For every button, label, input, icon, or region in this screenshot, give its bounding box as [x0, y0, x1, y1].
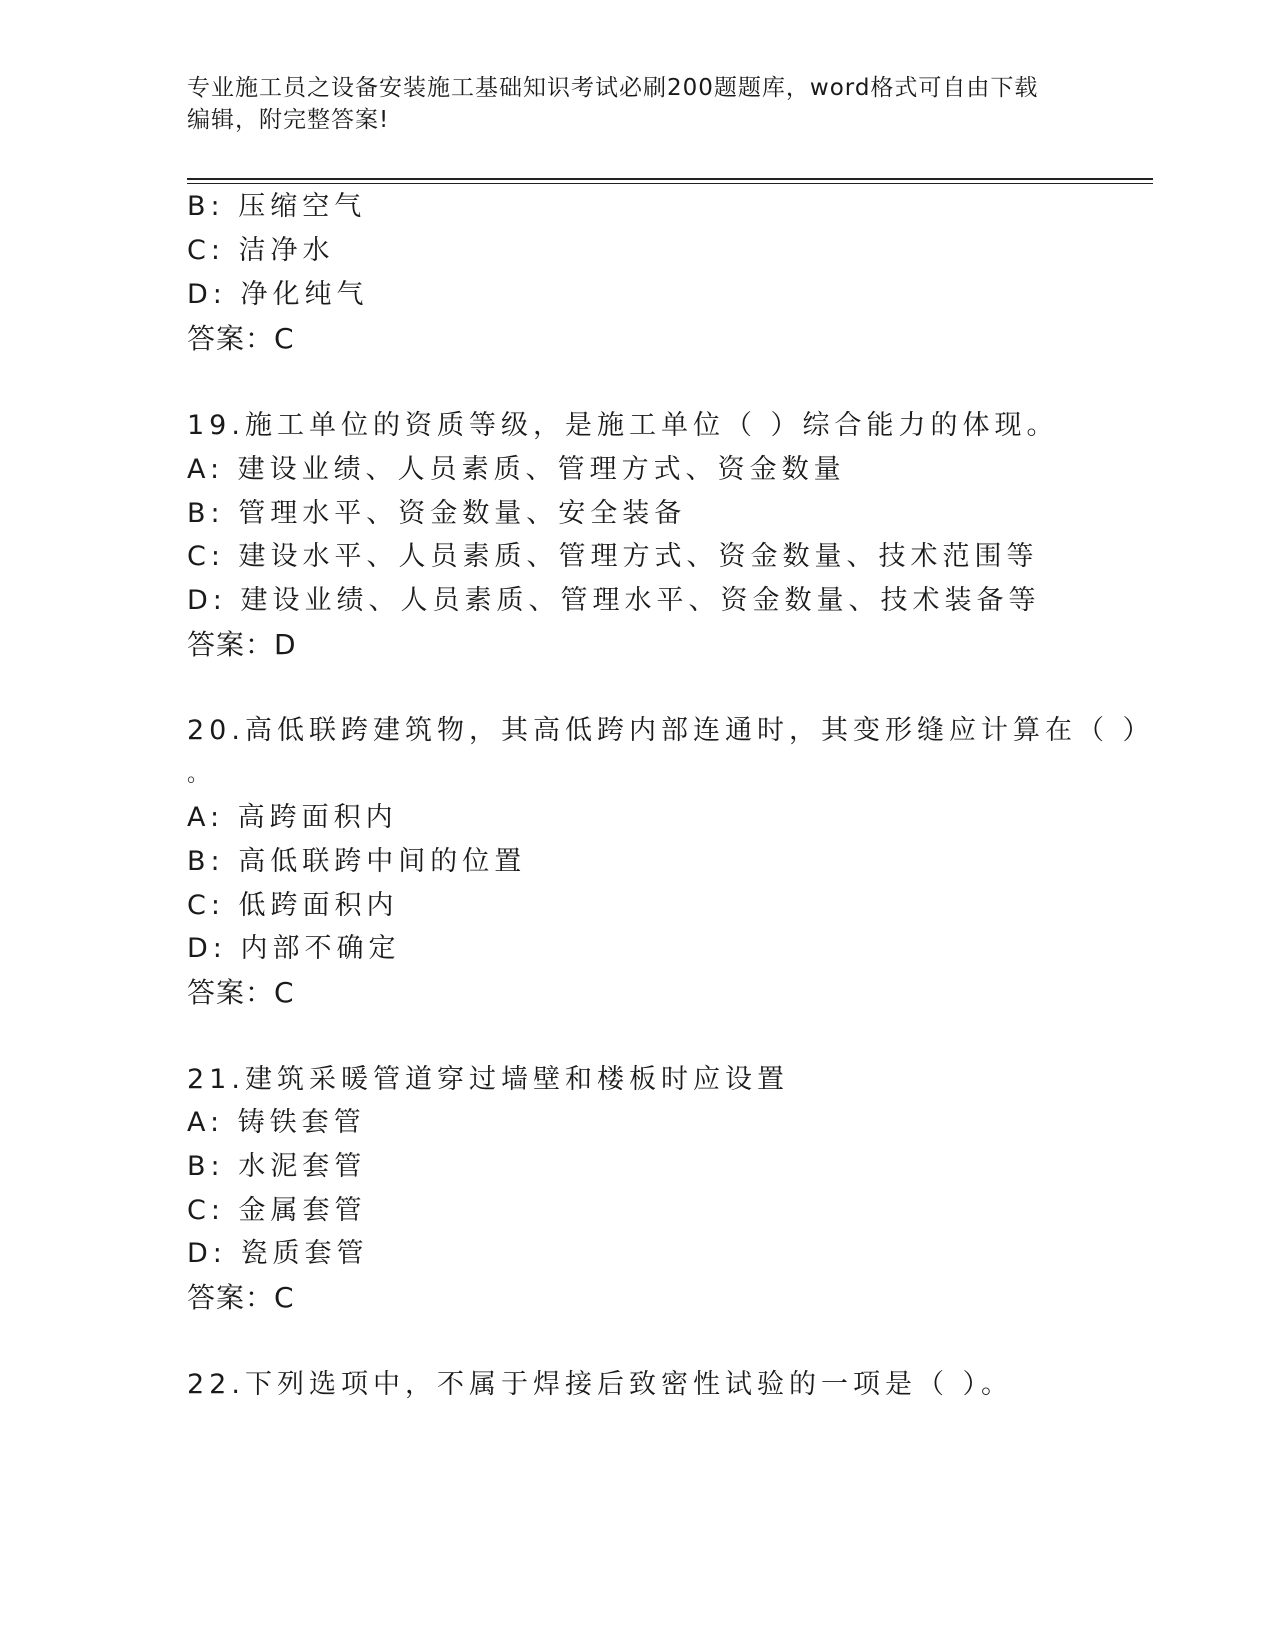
q21-question: 21.建筑采暖管道穿过墙壁和楼板时应设置 — [187, 1064, 789, 1095]
q18-option-d: D: 净化纯气 — [187, 279, 369, 310]
document-header — [187, 72, 1087, 136]
q19-option-b: B: 管理水平、资金数量、安全装备 — [187, 498, 687, 529]
q20-option-c: C: 低跨面积内 — [187, 890, 399, 921]
q21-option-b: B: 水泥套管 — [187, 1151, 367, 1182]
q19-option-d: D: 建设业绩、人员素质、管理水平、资金数量、技术装备等 — [187, 585, 1041, 616]
q21-option-d: D: 瓷质套管 — [187, 1238, 369, 1269]
q19-answer: 答案：D — [187, 628, 297, 661]
header-line-1: 专业施工员之设备安装施工基础知识考试必刷200题题库，word格式可自由下载 — [187, 75, 1039, 101]
q22-question: 22.下列选项中，不属于焊接后致密性试验的一项是（ ）。 — [187, 1369, 1014, 1400]
q21-answer: 答案：C — [187, 1281, 295, 1314]
header-rule-thick — [187, 178, 1153, 180]
q19-option-c: C: 建设水平、人员素质、管理方式、资金数量、技术范围等 — [187, 541, 1039, 572]
q19-option-a: A: 建设业绩、人员素质、管理方式、资金数量 — [187, 454, 846, 485]
q20-option-d: D: 内部不确定 — [187, 933, 401, 964]
q20-answer: 答案：C — [187, 976, 295, 1009]
q18-answer: 答案：C — [187, 322, 295, 355]
header-line-2: 编辑，附完整答案! — [187, 107, 390, 133]
q20-option-b: B: 高低联跨中间的位置 — [187, 846, 527, 877]
q20-option-a: A: 高跨面积内 — [187, 802, 398, 833]
q19-question: 19.施工单位的资质等级，是施工单位（ ）综合能力的体现。 — [187, 410, 1059, 441]
q21-option-c: C: 金属套管 — [187, 1195, 367, 1226]
header-rule-thin — [187, 183, 1153, 184]
q20-question: 20.高低联跨建筑物，其高低跨内部连通时，其变形缝应计算在（ ） — [187, 715, 1155, 746]
q20-question-continuation: 。 — [187, 762, 215, 787]
q21-option-a: A: 铸铁套管 — [187, 1107, 366, 1138]
q18-option-c: C: 洁净水 — [187, 235, 335, 266]
q18-option-b: B: 压缩空气 — [187, 191, 367, 222]
